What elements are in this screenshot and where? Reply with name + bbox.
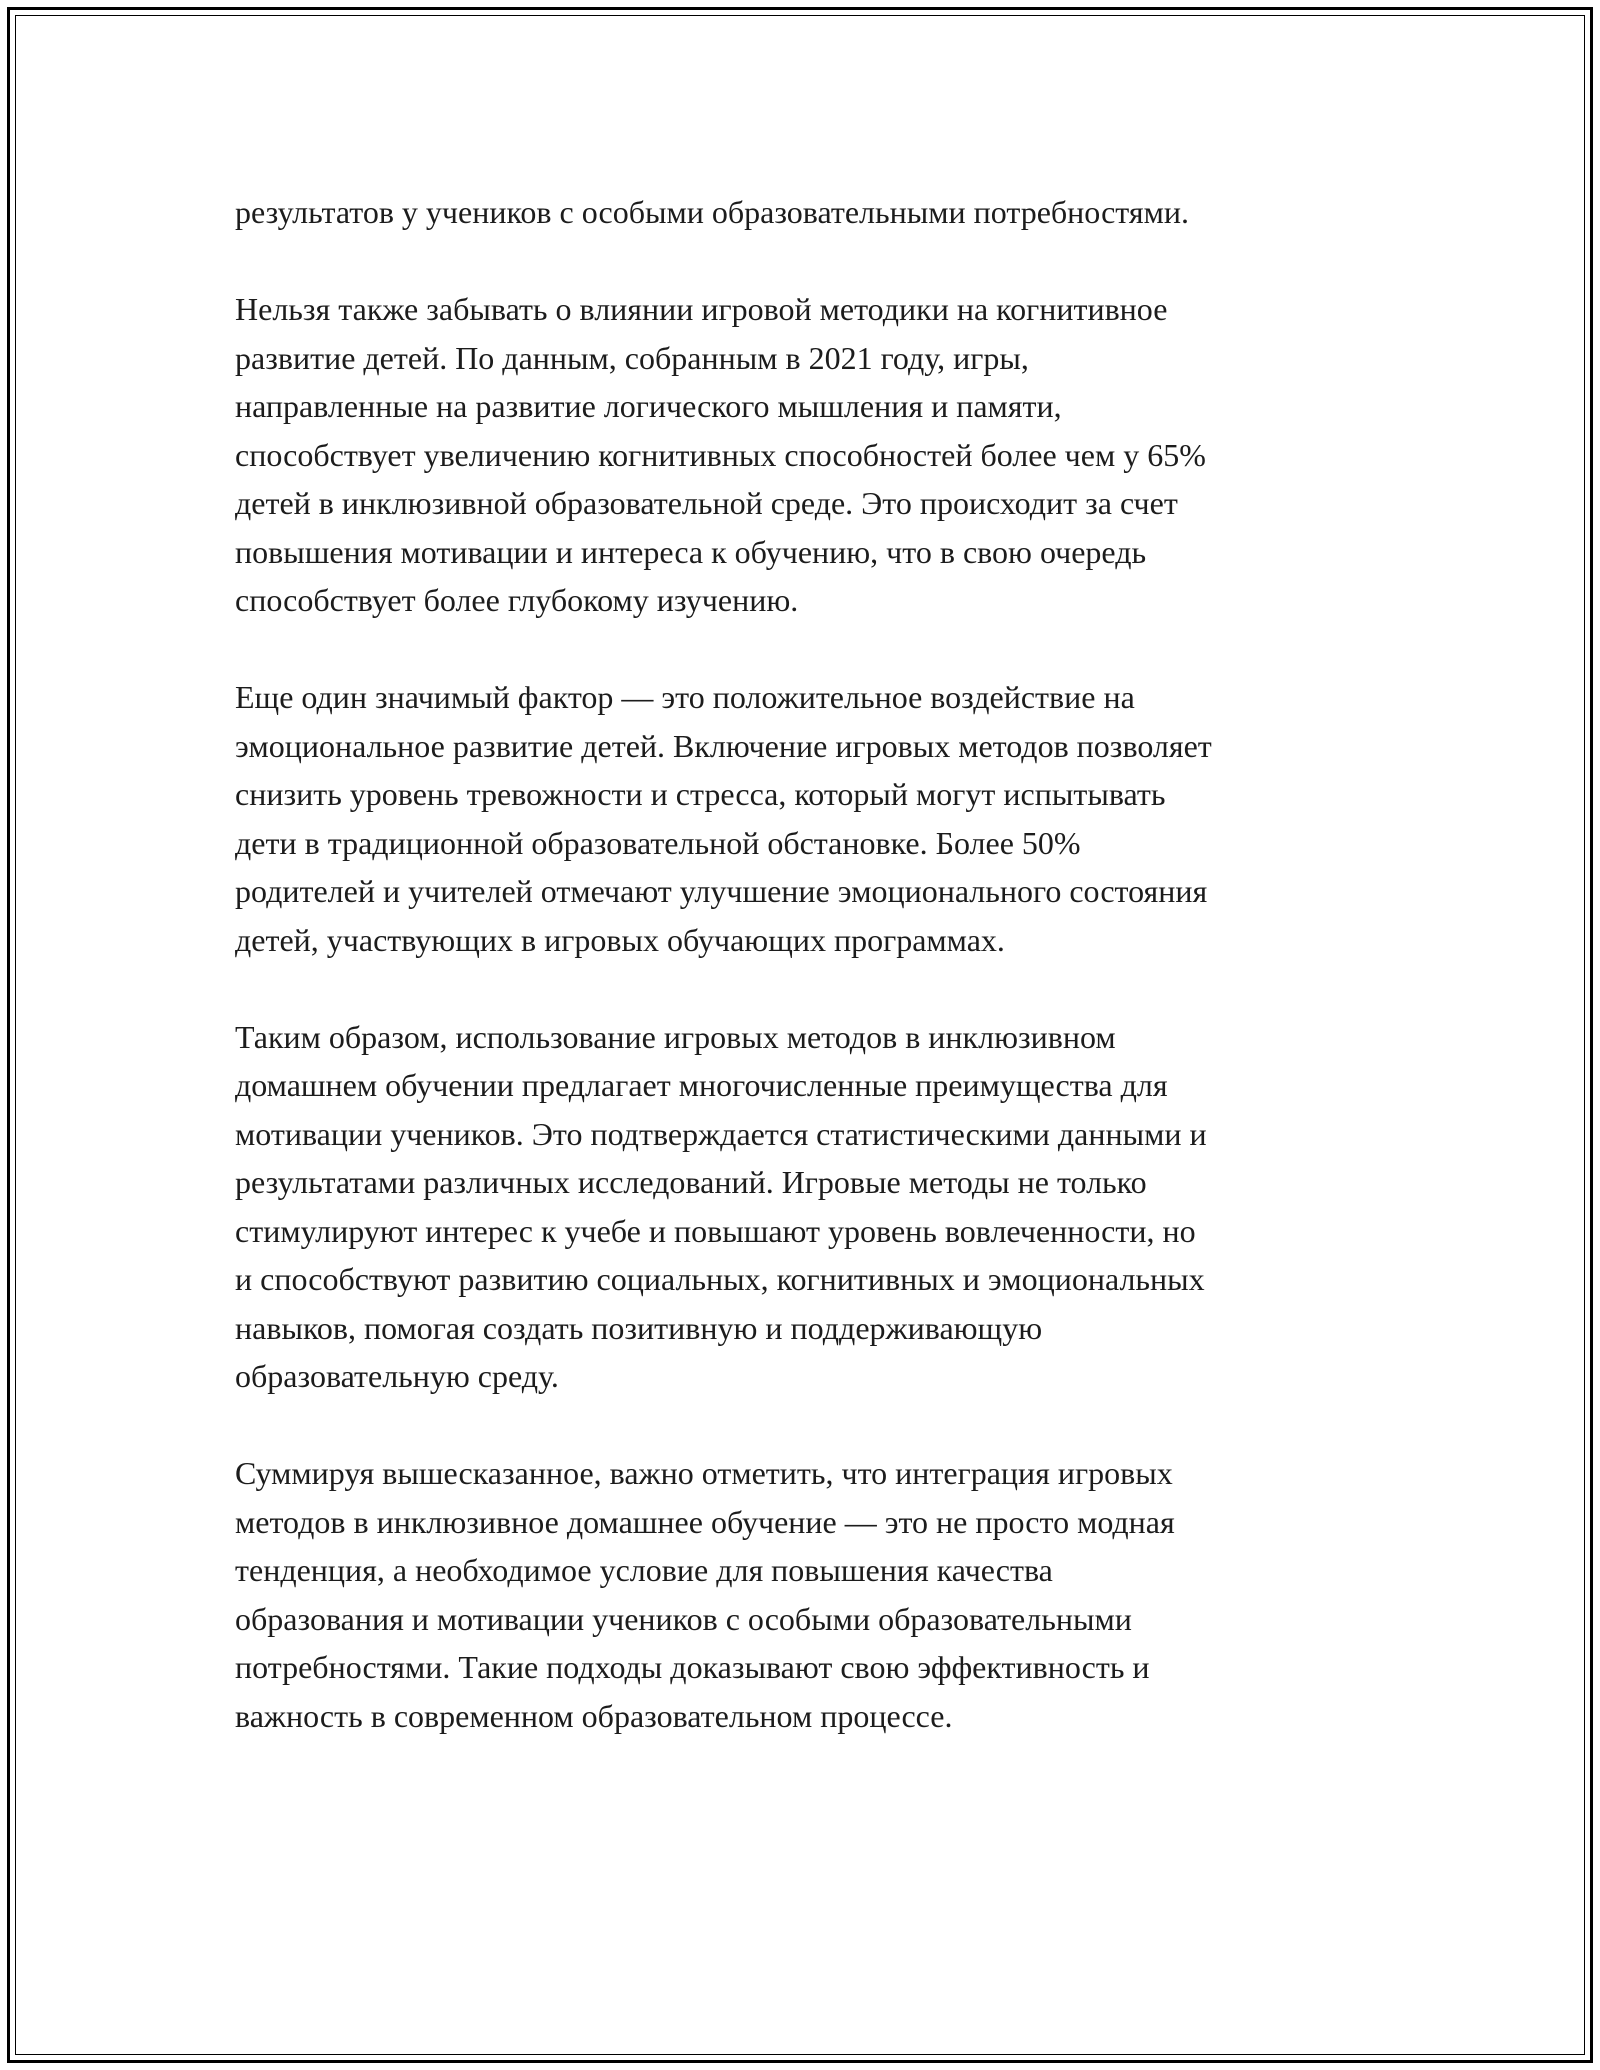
text-line: Еще один значимый фактор — это положительное воздействие на [235,679,1135,715]
text-line: мотивации учеников. Это подтверждается статистическими данными и [235,1115,1207,1152]
text-line: Таким образом, использование игровых методов в инклюзивном [235,1018,1116,1055]
document-body [235,188,1375,1740]
text-line: домашнем обучении предлагает многочисленные преимущества для [235,1067,1168,1103]
text-line: детей в инклюзивной образовательной среде. Это происходит за счет [235,485,1178,521]
text-line: способствует увеличению когнитивных способностей более чем у 65% [235,436,1206,473]
paragraph [235,285,1375,625]
text-line: снизить уровень тревожности и стресса, который могут испытывать [235,776,1166,812]
text-line: повышения мотивации и интереса к обучению, что в свою очередь [235,533,1147,570]
text-line: потребностями. Такие подходы доказывают свою эффективность и [235,1649,1150,1685]
paragraph [235,673,1375,964]
paragraph-gap [235,237,1375,286]
paragraph [235,1449,1375,1740]
text-line: развитие детей. По данным, собранным в 2021 году, игры, [235,339,1029,376]
paragraph-gap [235,964,1375,1013]
text-line: важность в современном образовательном процессе. [235,1697,953,1734]
text-line: образовательную среду. [235,1358,559,1394]
paragraph [235,1013,1375,1401]
text-line: детей, участвующих в игровых обучающих программах. [235,921,1005,958]
text-line: дети в традиционной образовательной обстановке. Более 50% [235,824,1081,861]
text-line: и способствуют развитию социальных, когнитивных и эмоциональных [235,1261,1205,1297]
text-line: Суммируя вышесказанное, важно отметить, что интеграция игровых [235,1455,1173,1491]
text-line: эмоциональное развитие детей. Включение игровых методов позволяет [235,727,1212,764]
text-line: тенденция, а необходимое условие для повышения качества [235,1552,1053,1588]
paragraph-gap [235,625,1375,674]
paragraph-gap [235,1401,1375,1450]
text-line: способствует более глубокому изучению. [235,582,799,618]
text-line: методов в инклюзивное домашнее обучение — это не просто модная [235,1503,1175,1540]
text-line: родителей и учителей отмечают улучшение эмоционального состояния [235,873,1208,909]
text-line: результатов у учеников с особыми образовательными потребностями. [235,194,1189,230]
paragraph [235,188,1375,237]
text-line: образования и мотивации учеников с особыми образовательными [235,1600,1132,1637]
text-line: навыков, помогая создать позитивную и поддерживающую [235,1309,1043,1346]
text-line: Нельзя также забывать о влиянии игровой методики на когнитивное [235,291,1168,327]
text-line: направленные на развитие логического мышления и памяти, [235,388,1062,424]
text-line: результатами различных исследований. Игровые методы не только [235,1164,1147,1200]
text-line: стимулируют интерес к учебе и повышают уровень вовлеченности, но [235,1212,1196,1249]
